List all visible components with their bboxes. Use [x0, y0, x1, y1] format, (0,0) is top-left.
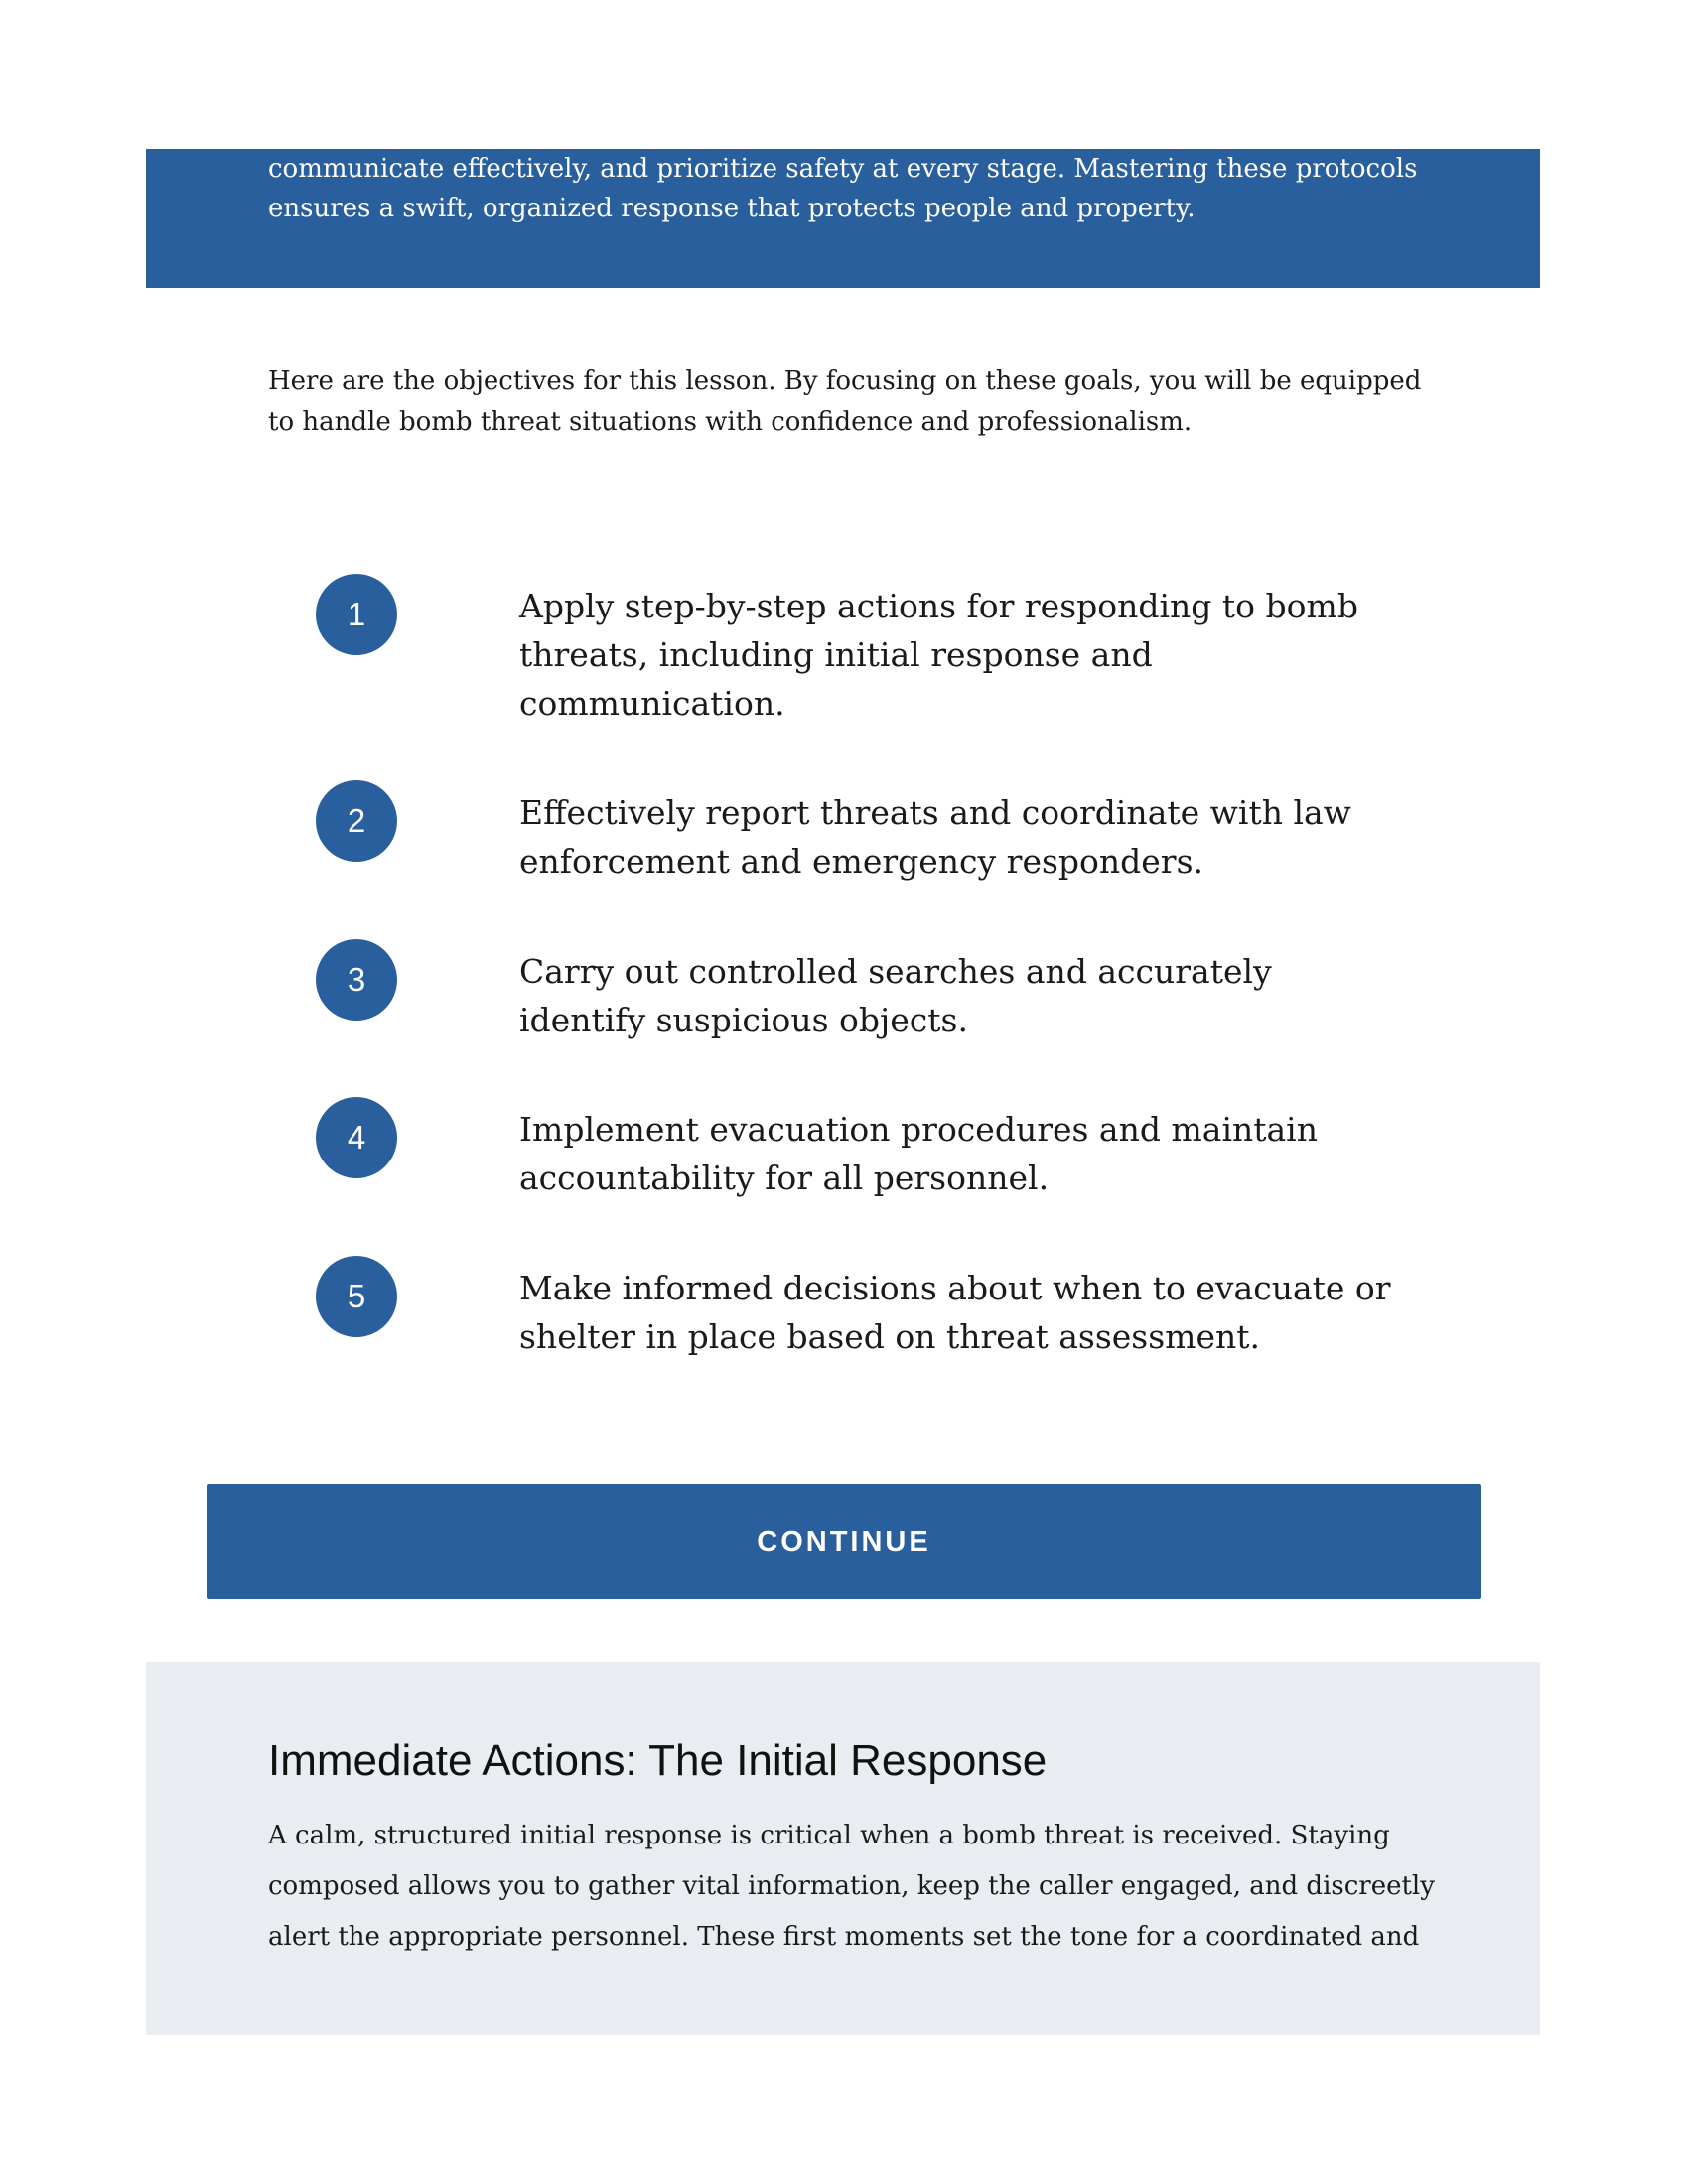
objective-text: Make informed decisions about when to evacuate or shelter in place based on threat assessment.: [519, 1269, 1391, 1356]
objective-number-badge: 1: [316, 574, 397, 655]
section-body: A calm, structured initial response is critical when a bomb threat is received. Staying composed allows you to gather vital information, keep the caller engaged, and discreetly alert the appropriate personnel. These first moments set the tone for a coordinated and: [268, 1821, 1435, 1952]
objective-number-badge: 5: [316, 1256, 397, 1337]
objective-text: Apply step-by-step actions for responding to bomb threats, including initial response and communication.: [519, 587, 1358, 723]
objective-text: Implement evacuation procedures and maintain accountability for all personnel.: [519, 1110, 1318, 1197]
banner-text: communicate effectively, and prioritize safety at every stage. Mastering these protocols ensures a swift, organized response that protects people and property.: [268, 154, 1418, 223]
intro-banner: [146, 149, 1540, 288]
objective-number-badge: 4: [316, 1097, 397, 1178]
immediate-actions-section: [146, 1662, 1540, 2035]
continue-button[interactable]: CONTINUE: [207, 1484, 1481, 1599]
objective-text: Carry out controlled searches and accurately identify suspicious objects.: [519, 952, 1272, 1039]
objective-text: Effectively report threats and coordinate with law enforcement and emergency responders.: [519, 793, 1351, 881]
section-title: Immediate Actions: The Initial Response: [268, 1736, 1048, 1785]
objective-number-badge: 2: [316, 780, 397, 862]
objective-number-badge: 3: [316, 939, 397, 1021]
objectives-intro: Here are the objectives for this lesson. By focusing on these goals, you will be equipped to handle bomb threat situations with confidence and professionalism.: [268, 366, 1422, 437]
